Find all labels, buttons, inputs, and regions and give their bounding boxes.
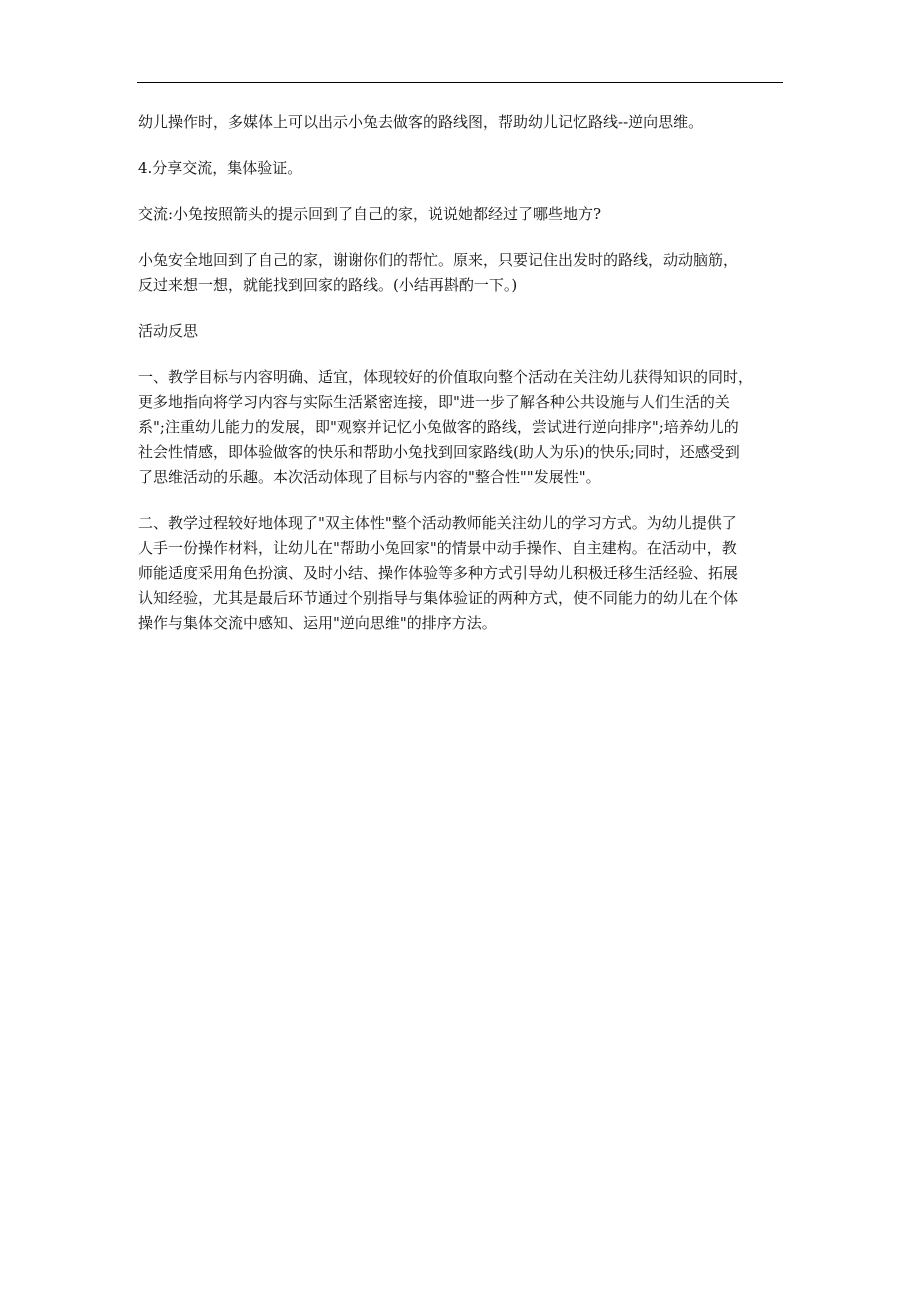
- paragraph-reflection-2: [138, 511, 788, 636]
- text-line: 小兔安全地回到了自己的家，谢谢你们的帮忙。原来，只要记住出发时的路线，动动脑筋，: [138, 251, 739, 269]
- header-rule: [137, 82, 783, 83]
- text-line: 社会性情感，即体验做客的快乐和帮助小兔找到回家路线(助人为乐)的快乐;同时，还感受到: [138, 443, 740, 461]
- text-line: 反过来想一想，就能找到回家的路线。(小结再斟酌一下。): [138, 276, 518, 294]
- document-body: [138, 110, 788, 657]
- paragraph-reflection-1: [138, 365, 788, 490]
- text-line: 一、教学目标与内容明确、适宜，体现较好的价值取向整个活动在关注幼儿获得知识的同时，: [138, 368, 754, 386]
- paragraph-exchange: [138, 202, 788, 227]
- text-line: 交流:小兔按照箭头的提示回到了自己的家，说说她都经过了哪些地方?: [138, 205, 602, 223]
- text-line: 师能适度采用角色扮演、及时小结、操作体验等多种方式引导幼儿积极迁移生活经验、拓展: [138, 564, 739, 582]
- text-line: 人手一份操作材料，让幼儿在"帮助小兔回家"的情景中动手操作、自主建构。在活动中，教: [138, 539, 737, 557]
- text-line: 4.分享交流，集体验证。: [138, 159, 303, 177]
- section-heading-reflection: [138, 319, 788, 344]
- text-line: 认知经验，尤其是最后环节通过个别指导与集体验证的两种方式，使不同能力的幼儿在个体: [138, 589, 739, 607]
- text-line: 二、教学过程较好地体现了"双主体性"整个活动教师能关注幼儿的学习方式。为幼儿提供了: [138, 514, 737, 532]
- paragraph-step-4-heading: [138, 156, 788, 181]
- text-line: 系";注重幼儿能力的发展，即"观察并记忆小兔做客的路线，尝试进行逆向排序";培养幼儿的: [138, 418, 739, 436]
- paragraph-summary: [138, 248, 788, 298]
- text-line: 操作与集体交流中感知、运用"逆向思维"的排序方法。: [138, 614, 497, 632]
- text-line: 活动反思: [138, 322, 199, 340]
- text-line: 更多地指向将学习内容与实际生活紧密连接，即"进一步了解各种公共设施与人们生活的关: [138, 393, 730, 411]
- text-line: 幼儿操作时，多媒体上可以出示小兔去做客的路线图，帮助幼儿记忆路线--逆向思维。: [138, 113, 704, 131]
- text-line: 了思维活动的乐趣。本次活动体现了目标与内容的"整合性""发展性"。: [138, 468, 601, 486]
- paragraph-operation-note: [138, 110, 788, 135]
